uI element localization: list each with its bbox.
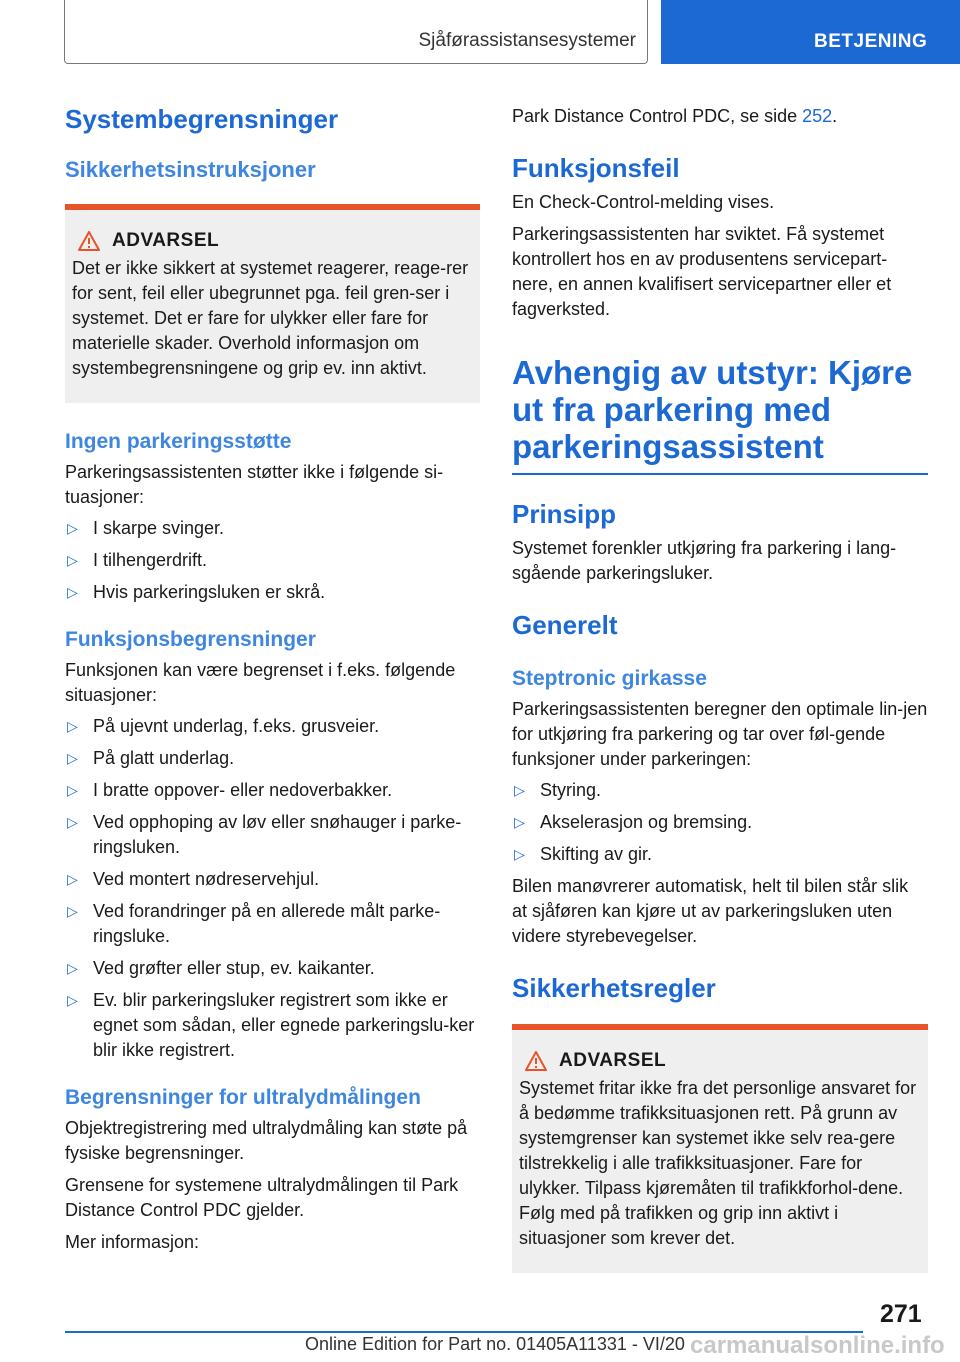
warning-title: ADVARSEL <box>112 229 220 251</box>
no-parking-list <box>65 516 480 605</box>
heading-steptronic: Steptronic girkasse <box>512 666 707 690</box>
list-item: ▷ I skarpe svinger. <box>65 516 480 541</box>
ultrasound-p2: Grensene for systemene ultralydmålingen til Park Distance Control PDC gjelder. <box>65 1175 459 1221</box>
heading-safety-rules: Sikkerhetsregler <box>512 972 716 1003</box>
left-column <box>65 100 480 1255</box>
triangle-right-icon: ▷ <box>67 551 78 568</box>
triangle-right-icon: ▷ <box>67 749 78 766</box>
warning-box-2 <box>512 1024 928 1273</box>
triangle-right-icon: ▷ <box>67 870 78 887</box>
warning-text: Det er ikke sikkert at systemet reagerer, reage-rer for sent, feil eller ubegrunnet pga. feil gren-ser i systemet. Det er fare for ulykker eller fare for materielle skader. Overhold informasjon om systembegrensningene og grip ev. inn aktivt. <box>72 257 469 378</box>
heading-malfunction: Funksjonsfeil <box>512 153 680 183</box>
heading-function-limits: Funksjonsbegrensninger <box>65 627 316 651</box>
right-column <box>512 100 928 1273</box>
heading-principle: Prinsipp <box>512 499 617 530</box>
warning-box-1 <box>65 204 480 403</box>
ultrasound-p3: Mer informasjon: <box>65 1232 200 1253</box>
list-item: ▷ På glatt underlag. <box>65 746 480 771</box>
heading-general: Generelt <box>512 610 618 641</box>
warning-triangle-icon <box>78 231 100 251</box>
list-item: ▷ Ved opphoping av løv eller snøhauger i parke-ringsluken. <box>67 811 462 857</box>
fault-p1: En Check-Control-melding vises. <box>512 192 775 213</box>
heading-safety-instructions: Sikkerhetsinstruksjoner <box>65 157 316 183</box>
principle-text: Systemet forenkler utkjøring fra parkering i lang-sgående parkeringsluker. <box>512 538 897 584</box>
no-parking-intro: Parkeringsassistenten støtter ikke i følgende si-tuasjoner: <box>65 461 444 507</box>
warning-header <box>72 230 472 252</box>
function-limits-list <box>65 714 480 1063</box>
triangle-right-icon: ▷ <box>67 717 78 734</box>
header-chapter-tab[interactable]: BETJENING <box>661 0 960 64</box>
heading-no-parking-support: Ingen parkeringsstøtte <box>65 429 292 453</box>
pdc-reference: Park Distance Control PDC, se side 252. <box>512 106 838 126</box>
triangle-right-icon: ▷ <box>67 959 78 976</box>
heading-major-parking-exit: Avhengig av utstyr: Kjøre ut fra parkering med parkeringsassistent <box>512 354 928 475</box>
heading-ultrasound-limits: Begrensninger for ultralydmålingen <box>65 1085 421 1109</box>
warning-header <box>519 1050 920 1072</box>
header-section-title: Sjåførassistansesystemer <box>418 30 636 51</box>
heading-system-limits: Systembegrensninger <box>65 104 339 134</box>
triangle-right-icon: ▷ <box>67 902 78 919</box>
warning-triangle-icon <box>525 1051 547 1071</box>
list-item: ▷ Ved montert nødreservehjul. <box>65 867 480 892</box>
triangle-right-icon: ▷ <box>67 991 78 1008</box>
footer-edition: Online Edition for Part no. 01405A11331 - VI/20 <box>305 1334 685 1354</box>
list-item: ▷ Ved forandringer på en allerede målt parke-ringsluke. <box>67 900 441 946</box>
triangle-right-icon: ▷ <box>67 781 78 798</box>
list-item: ▷ I bratte oppover- eller nedoverbakker. <box>65 778 480 803</box>
ultrasound-p1: Objektregistrering med ultralydmåling kan støte på fysiske begrensninger. <box>65 1118 468 1164</box>
function-limits-intro: Funksjonen kan være begrenset i f.eks. følgende situasjoner: <box>65 659 456 705</box>
watermark: carmanualsonline.info <box>690 1332 945 1359</box>
triangle-right-icon: ▷ <box>514 813 525 830</box>
list-item: ▷ På ujevnt underlag, f.eks. grusveier. <box>65 714 480 739</box>
triangle-right-icon: ▷ <box>514 845 525 862</box>
steptronic-list <box>512 778 928 867</box>
list-item: ▷ Styring. <box>512 778 928 803</box>
warning-title: ADVARSEL <box>559 1049 667 1071</box>
triangle-right-icon: ▷ <box>67 813 78 830</box>
list-item: ▷ Akselerasjon og bremsing. <box>512 810 928 835</box>
warning-text: Systemet fritar ikke fra det personlige ansvaret for å bedømme trafikksituasjonen rett. På grunn av systemgrenser kan systemet ikke selv rea-gere tilstrekkelig i alle trafikksituasjoner. Fare for ulykker. Tilpass kjøremåten til trafikkforhol-dene. Følg med på trafikken og grip inn aktivt i situasjoner som krever det. <box>519 1077 917 1248</box>
triangle-right-icon: ▷ <box>67 519 78 536</box>
steptronic-text: Parkeringsassistenten beregner den optimale lin-jen for utkjøring fra parkering og tar over føl-gende funksjoner under parkeringen: <box>512 698 928 769</box>
triangle-right-icon: ▷ <box>67 583 78 600</box>
fault-p2: Parkeringsassistenten har sviktet. Få systemet kontrollert hos en av produsentens servicepart-nere, en annen kvalifisert servicepartner eller et fagverksted. <box>512 224 892 320</box>
steptronic-text-2: Bilen manøvrerer automatisk, helt til bilen står slik at sjåføren kan kjøre ut av parkeringsluken uten videre styrebevegelser. <box>512 875 909 946</box>
list-item: ▷ Hvis parkeringsluken er skrå. <box>65 580 480 605</box>
list-item: ▷ Ved grøfter eller stup, ev. kaikanter. <box>65 956 480 981</box>
list-item: ▷ Skifting av gir. <box>512 842 928 867</box>
triangle-right-icon: ▷ <box>514 781 525 798</box>
list-item: ▷ Ev. blir parkeringsluker registrert som ikke er egnet som sådan, eller egnede parkeringslu-ker blir ikke registrert. <box>67 989 475 1060</box>
page-number: 271 <box>880 1300 922 1328</box>
list-item: ▷ I tilhengerdrift. <box>65 548 480 573</box>
page-link-252[interactable]: 252 <box>802 106 833 126</box>
